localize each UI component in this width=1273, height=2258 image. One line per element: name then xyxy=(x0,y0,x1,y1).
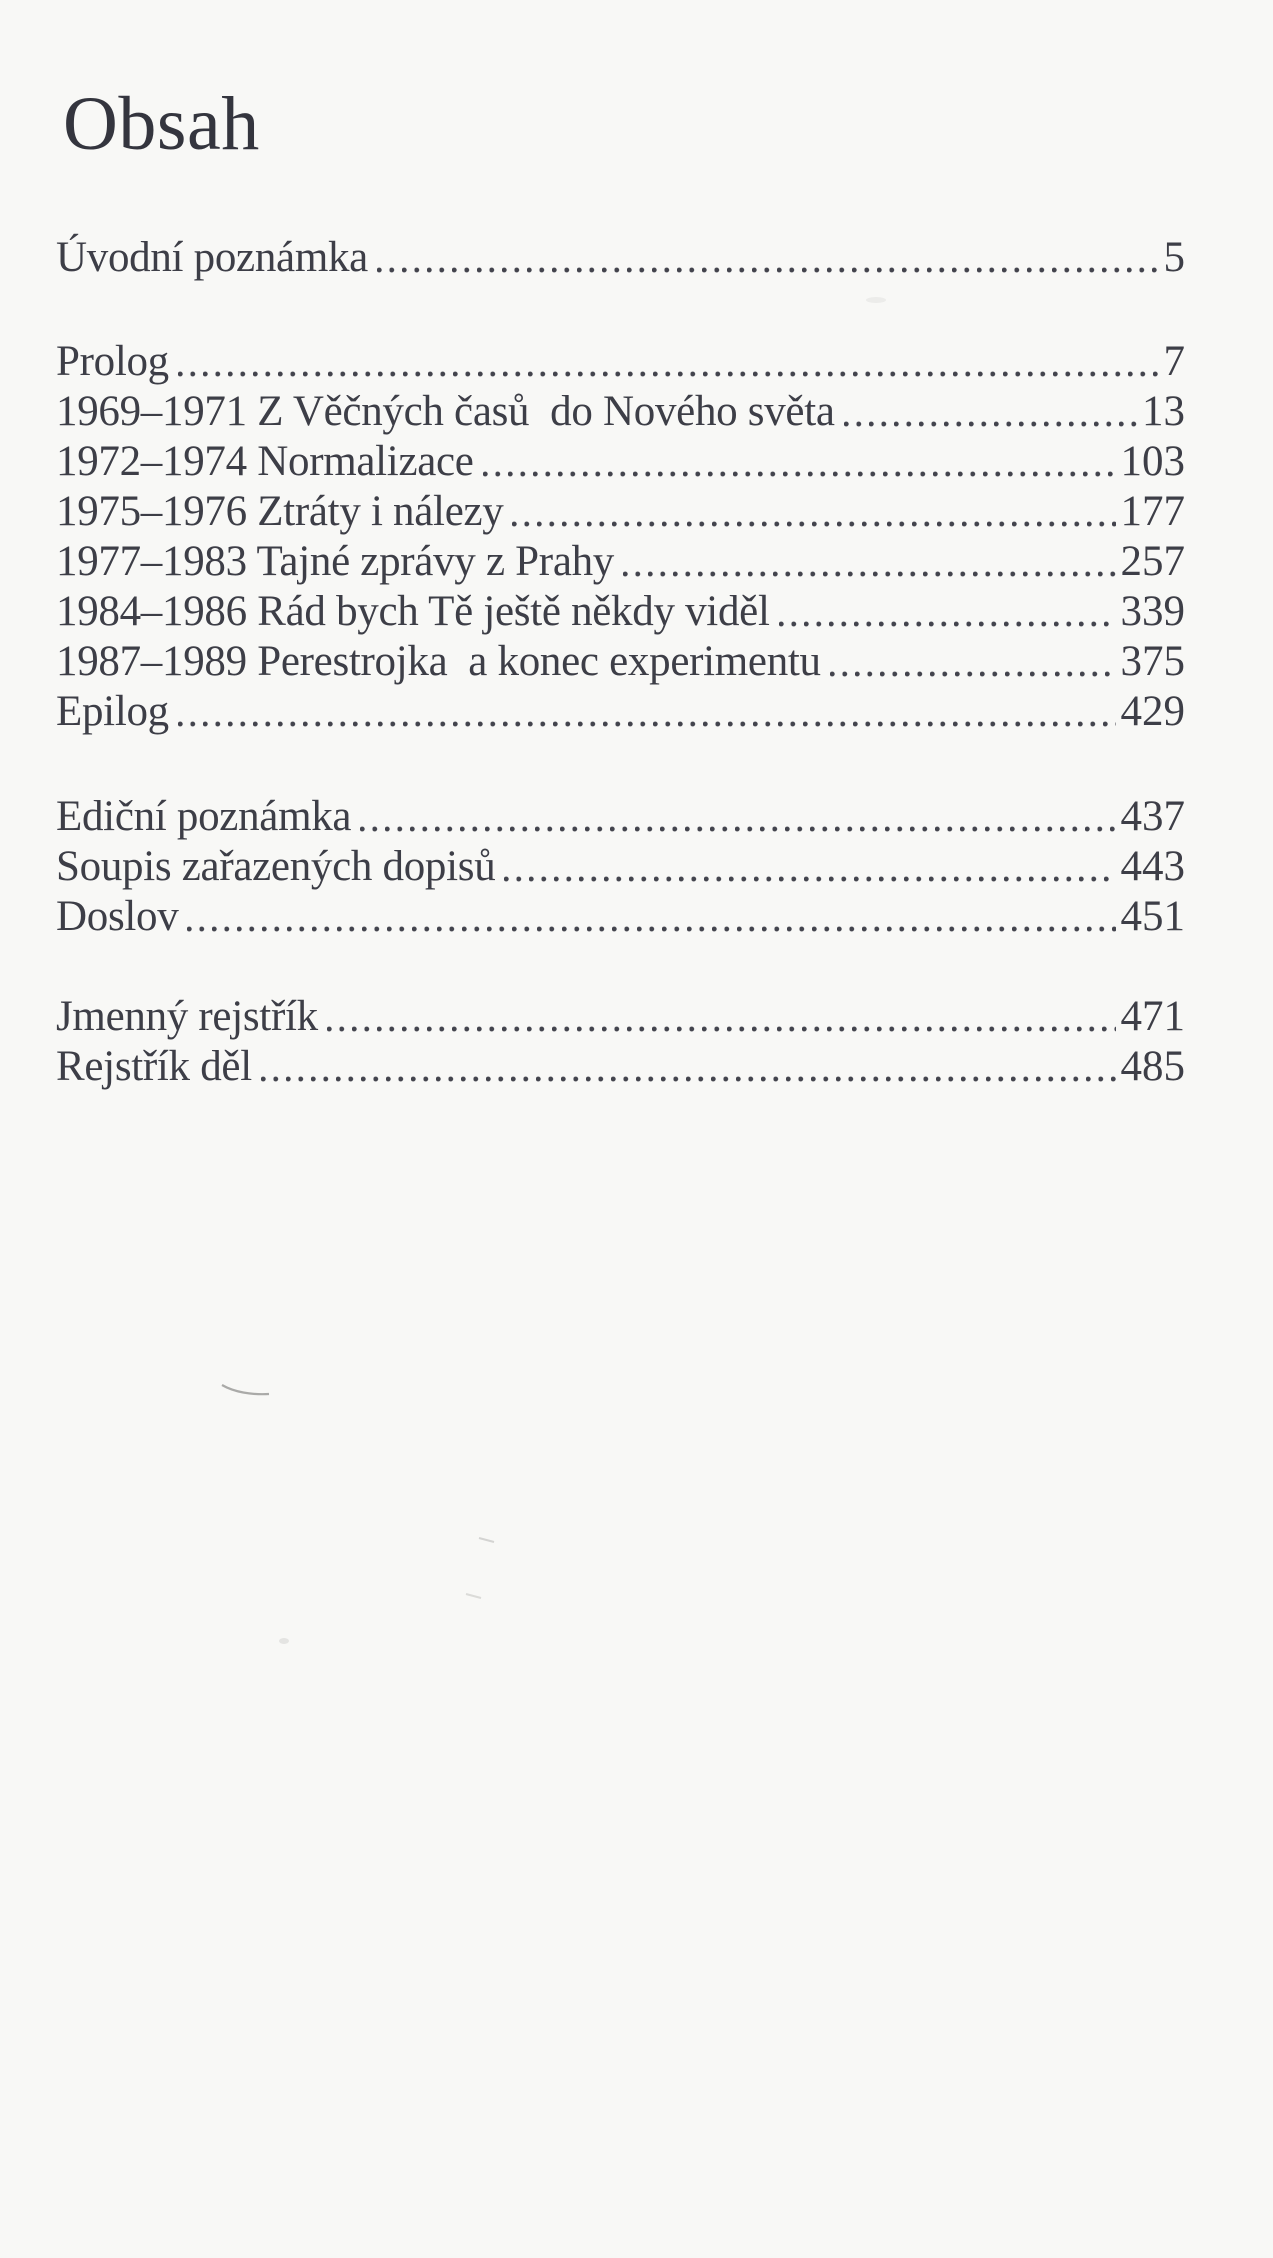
page-title: Obsah xyxy=(63,82,260,166)
toc-entry xyxy=(56,892,1185,942)
tick-shape xyxy=(465,1591,483,1601)
pencil-stroke-shape xyxy=(221,1381,271,1403)
dot-leader xyxy=(261,1076,1116,1082)
scan-artifact-tick xyxy=(478,1532,496,1550)
toc-entry xyxy=(56,587,1185,637)
dot-leader xyxy=(830,671,1116,677)
toc-entry-label: Rejstřík děl xyxy=(56,1043,252,1090)
toc-entry xyxy=(56,233,1185,283)
toc-entry xyxy=(56,687,1185,737)
toc-entry-page: 257 xyxy=(1120,538,1185,585)
dot-leader xyxy=(178,371,1159,377)
toc-section-back-matter xyxy=(56,792,1185,942)
toc-entry-label: 1977–1983 Tajné zprávy z Prahy xyxy=(56,538,614,585)
toc-entry xyxy=(56,487,1185,537)
scan-artifact-tick xyxy=(465,1588,483,1606)
toc-entry-page: 471 xyxy=(1120,993,1185,1040)
dot-leader xyxy=(623,571,1116,577)
toc-entry xyxy=(56,337,1185,387)
toc-entry-label: Soupis zařazených dopisů xyxy=(56,843,496,890)
dot-leader xyxy=(360,826,1115,832)
toc-entry-label: 1984–1986 Rád bych Tě ještě někdy viděl xyxy=(56,588,770,635)
toc-entry xyxy=(56,842,1185,892)
toc-entry-page: 375 xyxy=(1120,638,1185,685)
toc-entry-label: Doslov xyxy=(56,893,179,940)
toc-entry-page: 7 xyxy=(1163,338,1185,385)
toc-entry xyxy=(56,1042,1185,1092)
toc-entry-page: 443 xyxy=(1120,843,1185,890)
toc-entry-page: 437 xyxy=(1120,793,1185,840)
toc-section-intro xyxy=(56,233,1185,283)
table-of-contents xyxy=(56,233,1185,1092)
tick-shape xyxy=(478,1535,496,1545)
scan-artifact-pencil-stroke xyxy=(221,1381,271,1408)
dot-leader xyxy=(327,1026,1116,1032)
toc-entry-page: 429 xyxy=(1120,688,1185,735)
toc-entry xyxy=(56,387,1185,437)
toc-entry-label: 1975–1976 Ztráty i nálezy xyxy=(56,488,504,535)
toc-entry xyxy=(56,992,1185,1042)
dot-leader xyxy=(779,621,1116,627)
dot-leader xyxy=(504,876,1115,882)
toc-section-indexes xyxy=(56,992,1185,1092)
dot-leader xyxy=(483,471,1116,477)
toc-entry-label: Ediční poznámka xyxy=(56,793,352,840)
toc-entry-page: 485 xyxy=(1120,1043,1185,1090)
dot-leader xyxy=(512,521,1115,527)
toc-entry-page: 339 xyxy=(1120,588,1185,635)
toc-entry xyxy=(56,792,1185,842)
toc-entry-page: 451 xyxy=(1120,893,1185,940)
dot-leader xyxy=(377,267,1159,273)
toc-entry-page: 177 xyxy=(1120,488,1185,535)
toc-section-chapters xyxy=(56,337,1185,737)
dot-leader xyxy=(844,421,1137,427)
toc-entry-label: Epilog xyxy=(56,688,169,735)
toc-entry-page: 103 xyxy=(1120,438,1185,485)
toc-entry-page: 5 xyxy=(1163,234,1185,281)
toc-entry-label: Úvodní poznámka xyxy=(56,234,368,281)
toc-entry-label: 1972–1974 Normalizace xyxy=(56,438,474,485)
dot-leader xyxy=(187,926,1115,932)
toc-entry xyxy=(56,637,1185,687)
toc-entry xyxy=(56,537,1185,587)
toc-entry xyxy=(56,437,1185,487)
toc-entry-label: 1969–1971 Z Věčných časů do Nového světa xyxy=(56,388,835,435)
toc-entry-page: 13 xyxy=(1142,388,1185,435)
toc-entry-label: Jmenný rejstřík xyxy=(56,993,318,1040)
dot-leader xyxy=(178,721,1116,727)
toc-entry-label: Prolog xyxy=(56,338,169,385)
toc-entry-label: 1987–1989 Perestrojka a konec experimentu xyxy=(56,638,821,685)
scan-artifact-speck xyxy=(279,1638,289,1644)
